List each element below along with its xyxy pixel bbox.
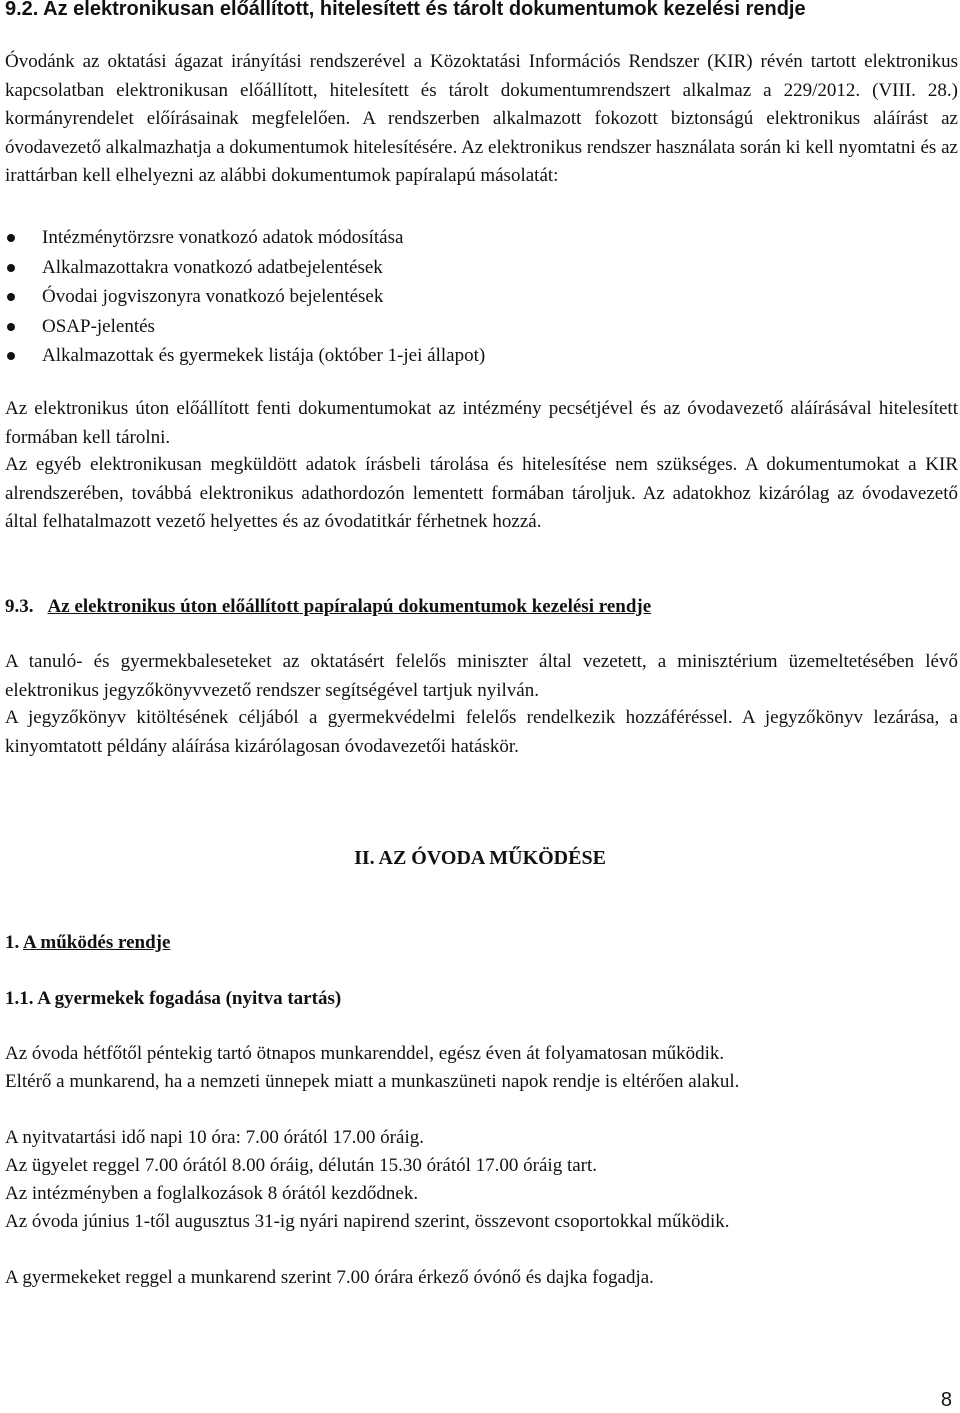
list-item: Alkalmazottak és gyermekek listája (október 1-jei állapot) [0,341,940,371]
summer-schedule-line: Az óvoda június 1-től augusztus 31-ig nyári napirend szerint, összevont csoportokkal működik. [5,1211,730,1232]
list-item: OSAP-jelentés [0,312,940,342]
section-9-3-paragraph-1: A tanuló- és gyermekbaleseteket az oktatásért felelős miniszter által vezetett, a minisztérium üzemeltetésében lévő elektronikus jegyzőkönyvvezető rendszer segítségével tartjuk nyilván. [5,651,958,701]
bullet-icon [7,234,15,242]
section-1-1-heading: 1.1. A gyermekek fogadása (nyitva tartás) [5,988,342,1009]
opening-line-1: Az óvoda hétfőtől péntekig tartó ötnapos munkarenddel, egész éven át folyamatosan működik. [5,1043,725,1064]
section-9-3-number: 9.3. [5,596,34,617]
opening-hours-line: A nyitvatartási idő napi 10 óra: 7.00 órától 17.00 óráig. [5,1127,424,1148]
bullet-icon [7,293,15,301]
section-9-3-paragraph-2: A jegyzőkönyv kitöltésének céljából a gyermekvédelmi felelős rendelkezik hozzáféréssel. A jegyzőkönyv lezárása, a kinyomtatott példány aláírása kizárólagosan óvodavezetői hatáskör. [5,707,958,757]
section-1-number: 1. [5,932,20,953]
bullet-icon [7,264,15,272]
list-item: Alkalmazottakra vonatkozó adatbejelentések [0,253,940,283]
section-9-2-paragraph-2: Az elektronikus úton előállított fenti dokumentumokat az intézmény pecsétjével és az óvodavezető aláírásával hitelesített formában kell tárolni. [5,398,958,448]
page-number: 8 [940,1389,952,1411]
opening-line-2: Eltérő a munkarend, ha a nemzeti ünnepek miatt a munkaszüneti napok rendje is eltérően alakul. [5,1071,740,1092]
bullet-icon [7,323,15,331]
section-9-2-heading: 9.2. Az elektronikusan előállított, hitelesített és tárolt dokumentumok kezelési rendje [5,0,806,20]
morning-reception-line: A gyermekeket reggel a munkarend szerint 7.00 órára érkező óvónő és dajka fogadja. [5,1267,654,1288]
list-item: Intézménytörzsre vonatkozó adatok módosítása [0,223,940,253]
document-list [0,223,940,371]
section-1-title: A működés rendje [22,932,171,953]
section-9-2-paragraph-1: Óvodánk az oktatási ágazat irányítási rendszerével a Közoktatási Információs Rendszer (KIR) révén tartott elektronikus kapcsolatban elektronikusan előállított, hitelesített és tárolt dokumentumrendszert alkalmaz a 229/2012. (VIII. 28.) kormányrendelet előírásainak megfelelően. A rendszerben alkalmazott fokozott biztonságú elektronikus aláírást az óvodavezető alkalmazhatja a dokumentumok hitelesítésére. Az elektronikus rendszer használata során ki kell nyomtatni és az irattárban kell elhelyezni az alábbi dokumentumok papíralapú másolatát: [5,51,958,186]
list-item: Óvodai jogviszonyra vonatkozó bejelentések [0,282,940,312]
section-9-2-paragraph-3: Az egyéb elektronikusan megküldött adatok írásbeli tárolása és hitelesítése nem szükséges. A dokumentumokat a KIR alrendszerében, továbbá elektronikus adathordozón lementett formában tároljuk. Az adatokhoz kizárólag az óvodavezető által felhatalmazott vezető helyettes és az óvodatitkár férhetnek hozzá. [5,454,958,532]
on-call-hours-line: Az ügyelet reggel 7.00 órától 8.00 óráig, délután 15.30 órától 17.00 óráig tart. [5,1155,598,1176]
chapter-title: II. AZ ÓVODA MŰKÖDÉSE [354,847,606,869]
section-9-3-heading [5,593,955,621]
section-1-heading [5,929,955,957]
activities-start-line: Az intézményben a foglalkozások 8 órától kezdődnek. [5,1183,419,1204]
bullet-icon [7,352,15,360]
section-9-3-title: Az elektronikus úton előállított papíralapú dokumentumok kezelési rendje [47,596,652,617]
